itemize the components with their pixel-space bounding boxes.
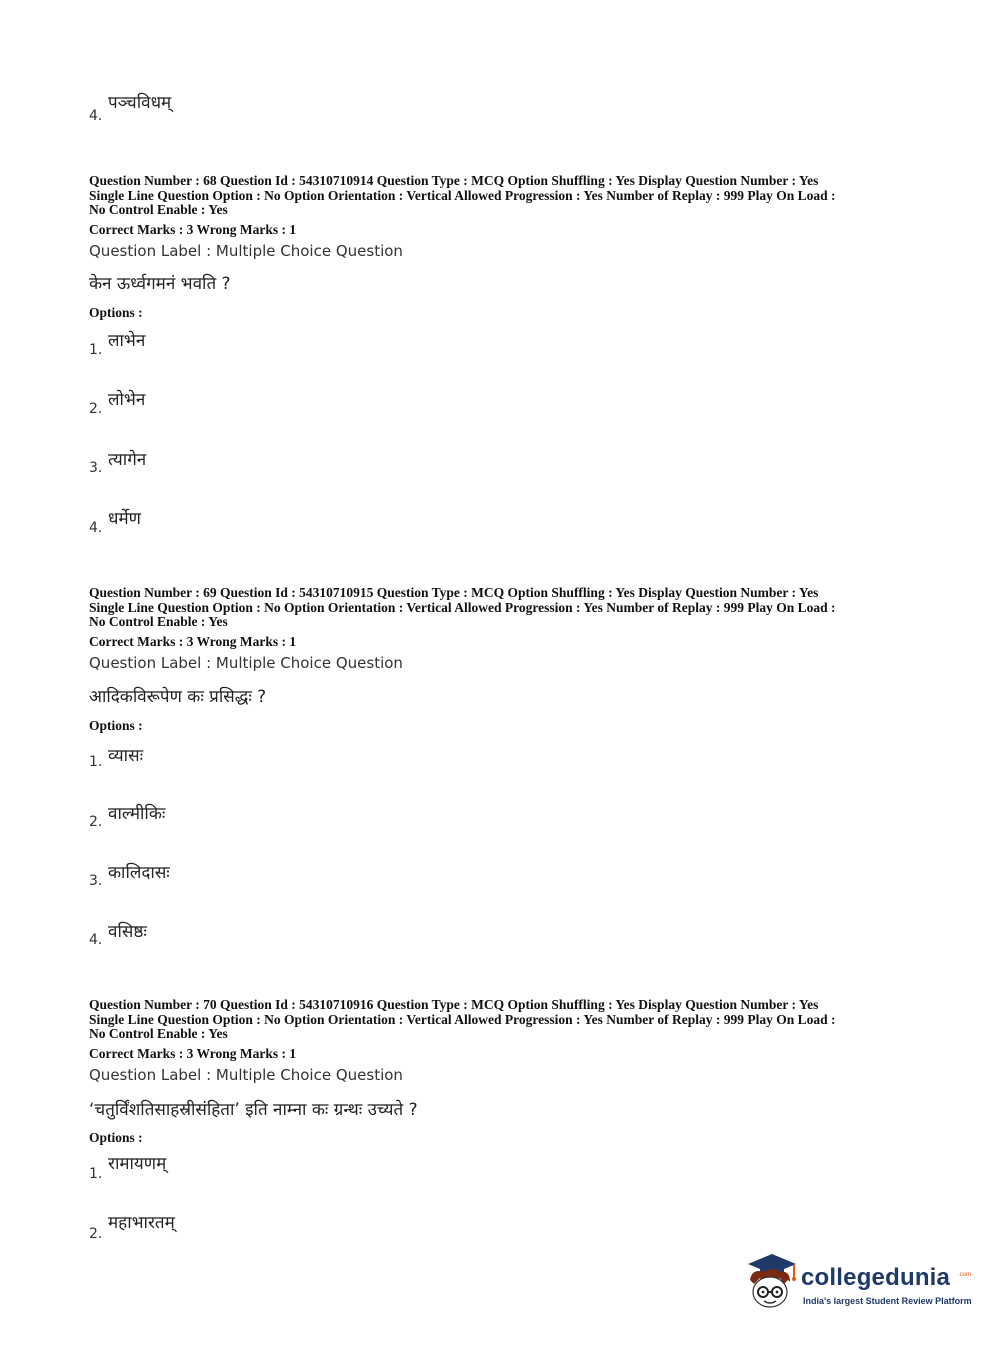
option-number: 4. xyxy=(89,520,103,536)
option-3[interactable]: त्यागेन xyxy=(108,450,147,470)
question-label: Question Label : Multiple Choice Question xyxy=(89,1066,403,1084)
option-number: 2. xyxy=(89,1226,103,1242)
option-number: 2. xyxy=(89,814,103,830)
question-text: ‘चतुर्विंशतिसाहस्रीसंहिता’ इति नाम्ना कः ग्रन्थः उच्यते ? xyxy=(89,1100,418,1120)
option-4[interactable]: धर्मेण xyxy=(108,509,141,529)
option-number: 4. xyxy=(89,932,103,948)
meta-line-1: Question Number : 68 Question Id : 54310710914 Question Type : MCQ Option Shuffling : Yes Display Question Number : Yes xyxy=(89,173,819,188)
option-3[interactable]: कालिदासः xyxy=(108,863,170,883)
question-label: Question Label : Multiple Choice Question xyxy=(89,654,403,672)
option-2[interactable]: वाल्मीकिः xyxy=(108,804,166,824)
options-heading: Options : xyxy=(89,1130,143,1145)
logo-tagline: India's largest Student Review Platform xyxy=(803,1296,972,1306)
option-number: 3. xyxy=(89,873,103,889)
meta-line-3: No Control Enable : Yes xyxy=(89,202,228,217)
option-1[interactable]: रामायणम् xyxy=(108,1154,167,1174)
meta-line-3: No Control Enable : Yes xyxy=(89,614,228,629)
option-number: 1. xyxy=(89,342,103,358)
option-number: 3. xyxy=(89,460,103,476)
option-2[interactable]: लोभेन xyxy=(108,390,146,410)
marks-info: Correct Marks : 3 Wrong Marks : 1 xyxy=(89,1046,297,1061)
marks-info: Correct Marks : 3 Wrong Marks : 1 xyxy=(89,222,297,237)
question-meta xyxy=(89,586,919,630)
option-4[interactable]: वसिष्ठः xyxy=(108,922,147,942)
option-number: 4. xyxy=(89,108,103,124)
marks-info: Correct Marks : 3 Wrong Marks : 1 xyxy=(89,634,297,649)
meta-line-2: Single Line Question Option : No Option Orientation : Vertical Allowed Progression : Yes Number of Replay : 999 Play On Load : xyxy=(89,599,836,615)
logo-domain-suffix: .com xyxy=(958,1272,972,1278)
student-mascot-icon xyxy=(742,1250,800,1312)
question-text: आदिकविरूपेण कः प्रसिद्धः ? xyxy=(89,687,267,707)
meta-line-2: Single Line Question Option : No Option Orientation : Vertical Allowed Progression : Yes Number of Replay : 999 Play On Load : xyxy=(89,1011,836,1027)
question-text: केन ऊर्ध्वगमनं भवति ? xyxy=(89,274,231,294)
meta-line-1: Question Number : 69 Question Id : 54310710915 Question Type : MCQ Option Shuffling : Yes Display Question Number : Yes xyxy=(89,585,819,600)
collegedunia-logo xyxy=(742,1250,972,1314)
options-heading: Options : xyxy=(89,718,143,733)
question-meta xyxy=(89,998,919,1042)
option-2[interactable]: महाभारतम् xyxy=(108,1213,175,1233)
logo-wordmark: collegedunia xyxy=(801,1264,951,1291)
options-heading: Options : xyxy=(89,305,143,320)
meta-line-3: No Control Enable : Yes xyxy=(89,1026,228,1041)
question-meta xyxy=(89,174,919,218)
option-text[interactable]: पञ्चविधम् xyxy=(108,93,172,113)
option-1[interactable]: लाभेन xyxy=(108,331,146,351)
option-number: 2. xyxy=(89,401,103,417)
option-number: 1. xyxy=(89,754,103,770)
question-label: Question Label : Multiple Choice Question xyxy=(89,242,403,260)
option-1[interactable]: व्यासः xyxy=(108,746,144,766)
option-number: 1. xyxy=(89,1166,103,1182)
meta-line-2: Single Line Question Option : No Option Orientation : Vertical Allowed Progression : Yes Number of Replay : 999 Play On Load : xyxy=(89,187,836,203)
meta-line-1: Question Number : 70 Question Id : 54310710916 Question Type : MCQ Option Shuffling : Yes Display Question Number : Yes xyxy=(89,997,819,1012)
